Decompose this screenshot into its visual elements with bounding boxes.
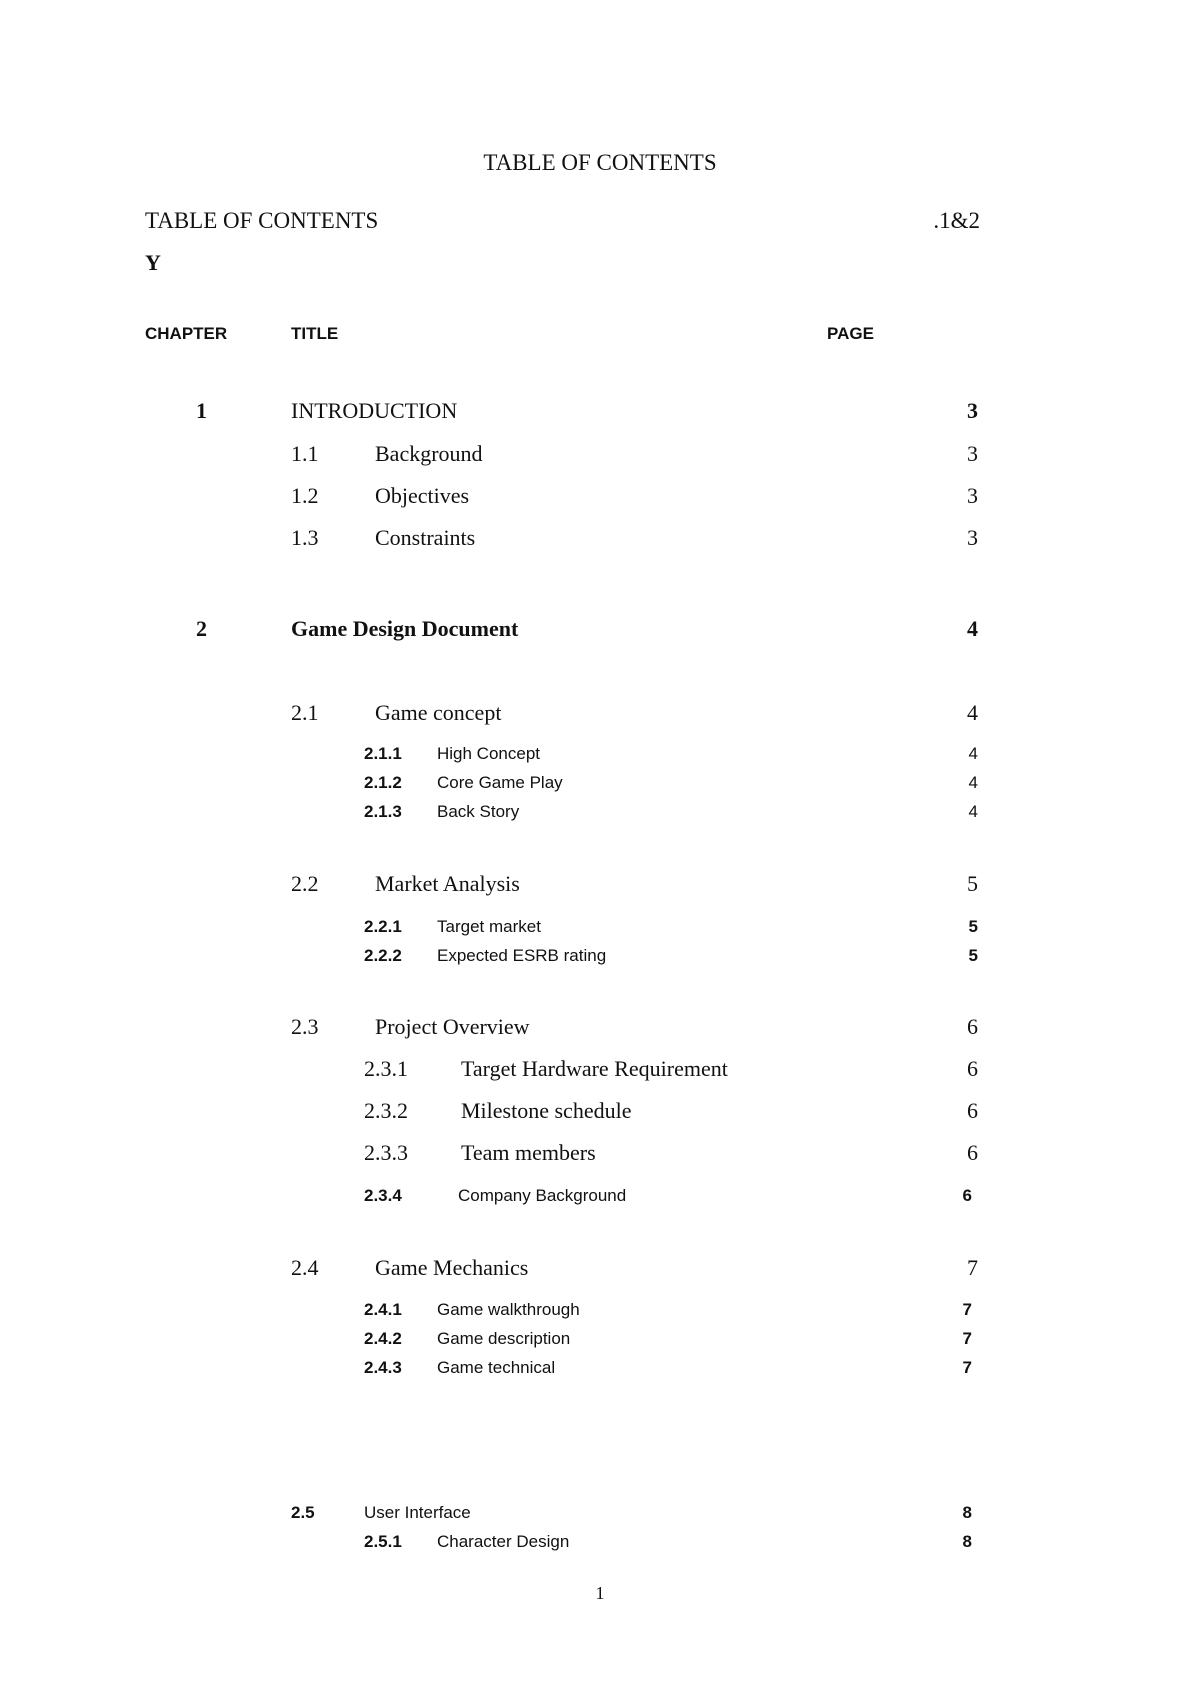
- subsection-page: 7: [962, 1300, 972, 1319]
- toc-entry-continuation: Y: [145, 250, 161, 275]
- section-number: 2.1: [291, 700, 319, 725]
- chapter-page: 4: [967, 616, 978, 641]
- section-title: User Interface: [364, 1503, 471, 1522]
- subsection-title: Character Design: [437, 1532, 570, 1551]
- subsection-page: 6: [967, 1098, 978, 1123]
- subsection-number: 2.2.2: [364, 946, 402, 965]
- chapter-page: 3: [967, 398, 978, 423]
- section-title: Market Analysis: [375, 871, 520, 896]
- chapter-title: Game Design Document: [291, 616, 519, 641]
- section-number: 1.3: [291, 525, 319, 550]
- section-title: Project Overview: [375, 1014, 530, 1039]
- subsection-title: Target market: [437, 917, 541, 936]
- section-page: 5: [967, 871, 978, 896]
- section-page: 3: [967, 441, 978, 466]
- subsection-title: Game technical: [437, 1358, 556, 1377]
- subsection-title: Core Game Play: [437, 773, 563, 792]
- section-title: Constraints: [375, 525, 476, 550]
- subsection-number: 2.1.3: [364, 802, 402, 821]
- subsection-number: 2.1.1: [364, 744, 402, 763]
- subsection-page: 4: [968, 744, 978, 763]
- subsection-number: 2.3.1: [364, 1056, 408, 1081]
- toc-entry-page: .1&2: [933, 208, 980, 233]
- subsection-page: 6: [967, 1056, 978, 1081]
- section-number: 1.1: [291, 441, 319, 466]
- toc-entry-label: TABLE OF CONTENTS: [145, 208, 379, 233]
- section-page: 7: [967, 1255, 978, 1280]
- subsection-title: Company Background: [458, 1186, 627, 1205]
- subsection-title: High Concept: [437, 744, 541, 763]
- section-title: Game Mechanics: [375, 1255, 529, 1280]
- subsection-number: 2.1.2: [364, 773, 402, 792]
- column-header-chapter: CHAPTER: [145, 324, 228, 343]
- subsection-page: 4: [968, 802, 978, 821]
- subsection-title: Game description: [437, 1329, 571, 1348]
- section-title: Objectives: [375, 483, 470, 508]
- subsection-title: Back Story: [437, 802, 520, 821]
- chapter-number: 1: [196, 398, 207, 423]
- subsection-number: 2.2.1: [364, 917, 402, 936]
- subsection-number: 2.4.3: [364, 1358, 402, 1377]
- section-page: 4: [967, 700, 978, 725]
- subsection-number: 2.4.2: [364, 1329, 402, 1348]
- subsection-number: 2.5.1: [364, 1532, 402, 1551]
- column-header-page: PAGE: [827, 324, 874, 343]
- subsection-number: 2.4.1: [364, 1300, 402, 1319]
- subsection-page: 7: [962, 1358, 972, 1377]
- subsection-title: Milestone schedule: [461, 1098, 632, 1123]
- section-title: Background: [375, 441, 483, 466]
- subsection-title: Expected ESRB rating: [437, 946, 607, 965]
- section-title: Game concept: [375, 700, 502, 725]
- section-number: 1.2: [291, 483, 319, 508]
- section-page: 6: [967, 1014, 978, 1039]
- subsection-page: 5: [968, 917, 978, 936]
- subsection-page: 6: [967, 1140, 978, 1165]
- subsection-page: 7: [962, 1329, 972, 1348]
- chapter-title: INTRODUCTION: [291, 398, 458, 423]
- subsection-page: 6: [962, 1186, 972, 1205]
- subsection-page: 8: [962, 1532, 972, 1551]
- section-page: 3: [967, 525, 978, 550]
- subsection-number: 2.3.2: [364, 1098, 408, 1123]
- subsection-number: 2.3.3: [364, 1140, 408, 1165]
- subsection-title: Game walkthrough: [437, 1300, 580, 1319]
- section-number: 2.5: [291, 1503, 315, 1522]
- page-number: 1: [595, 1583, 605, 1603]
- document-title: TABLE OF CONTENTS: [483, 150, 717, 175]
- section-page: 8: [962, 1503, 972, 1522]
- subsection-page: 4: [968, 773, 978, 792]
- subsection-title: Target Hardware Requirement: [461, 1056, 728, 1081]
- section-number: 2.4: [291, 1255, 319, 1280]
- subsection-number: 2.3.4: [364, 1186, 402, 1205]
- section-page: 3: [967, 483, 978, 508]
- chapter-number: 2: [196, 616, 207, 641]
- column-header-title: TITLE: [291, 324, 339, 343]
- section-number: 2.3: [291, 1014, 319, 1039]
- subsection-title: Team members: [461, 1140, 596, 1165]
- section-number: 2.2: [291, 871, 319, 896]
- subsection-page: 5: [968, 946, 978, 965]
